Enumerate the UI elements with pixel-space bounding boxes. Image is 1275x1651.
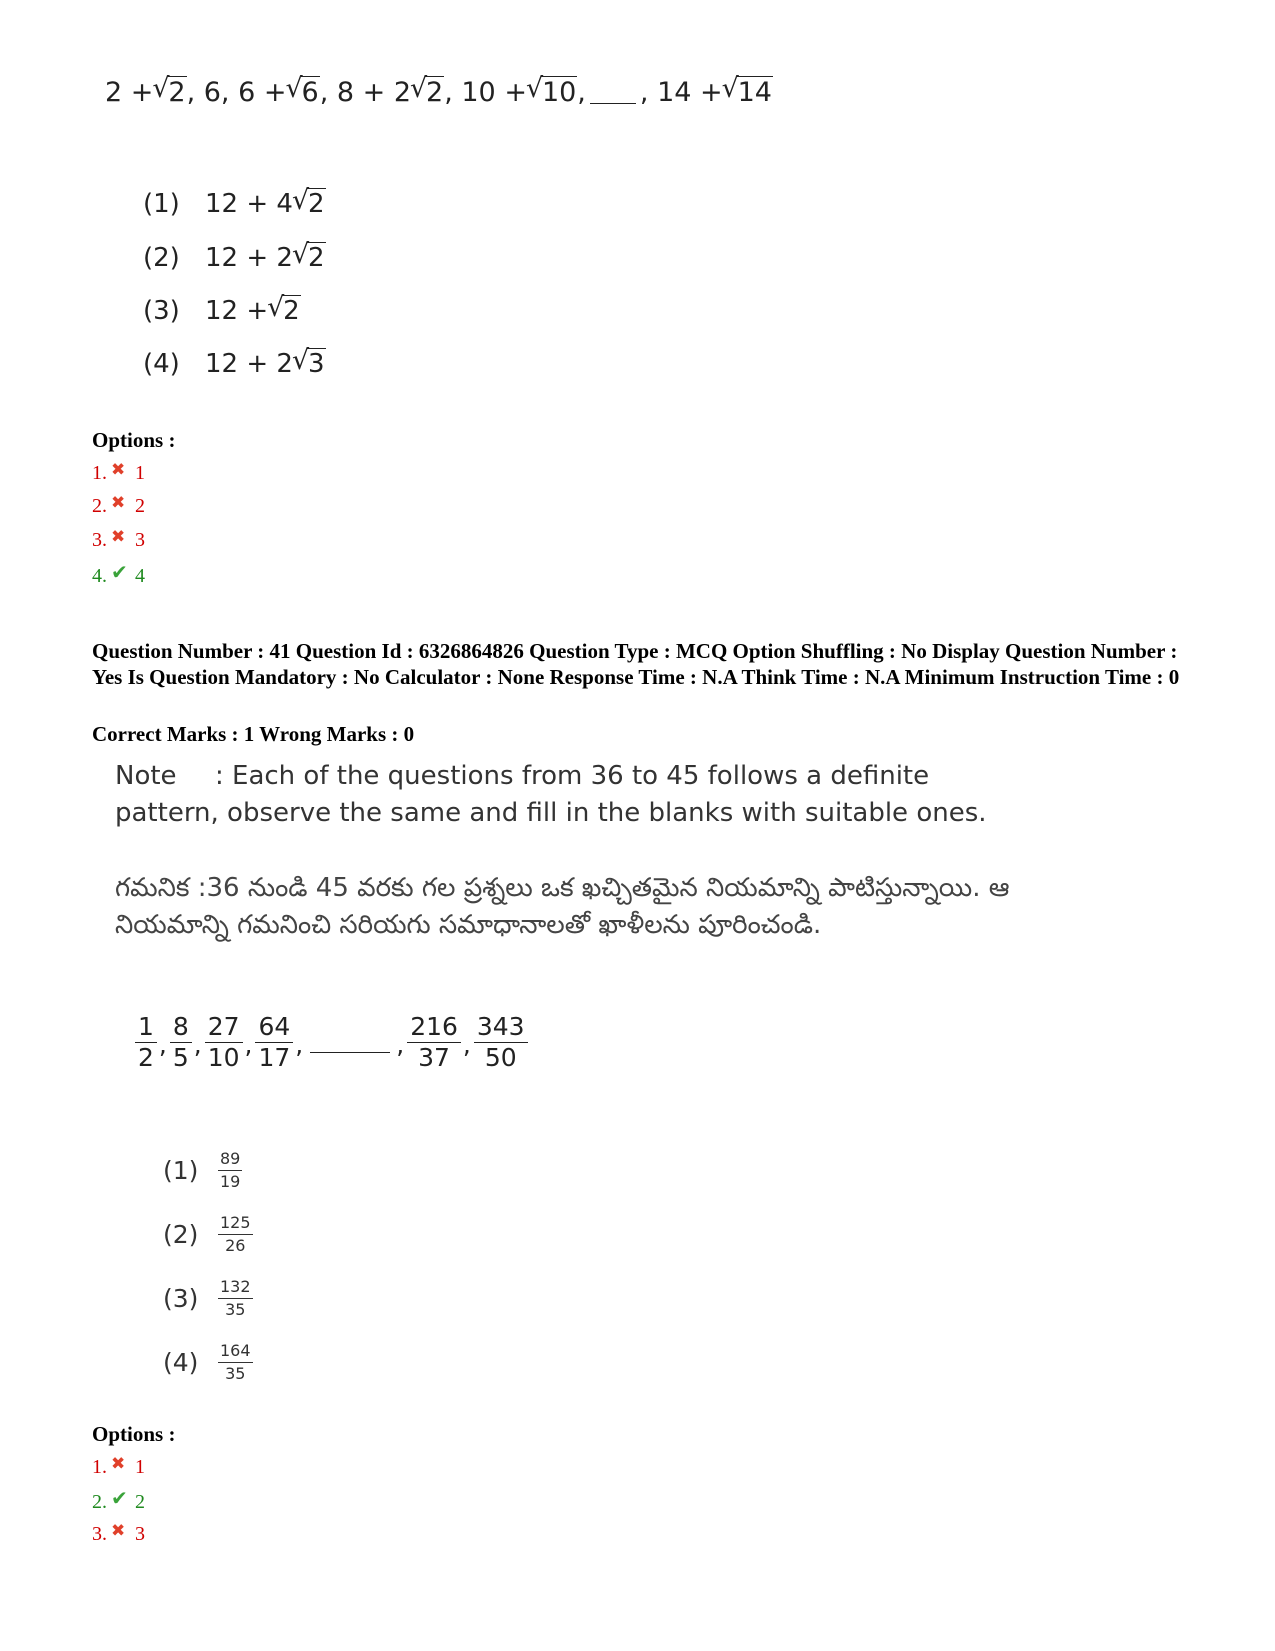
q40-choice bbox=[143, 188, 326, 219]
term: 6 + bbox=[238, 77, 287, 108]
q40-choice bbox=[143, 242, 326, 273]
option-item[interactable] bbox=[92, 529, 145, 552]
fraction: 27 10 bbox=[205, 1012, 243, 1073]
q41-choice: (1) 89 19 bbox=[163, 1149, 241, 1191]
fraction: 8 5 bbox=[170, 1012, 192, 1073]
blank bbox=[310, 1052, 390, 1053]
option-value: 2 bbox=[135, 495, 145, 517]
option-value: 4 bbox=[135, 565, 145, 587]
option-item[interactable] bbox=[92, 1489, 145, 1514]
option-index: 1. bbox=[92, 462, 107, 484]
sqrt: √ 2 bbox=[282, 295, 301, 326]
choice-text: 12 + bbox=[205, 296, 269, 326]
term: 6, bbox=[203, 77, 230, 108]
telugu-note: గమనిక :36 నుండి 45 వరకు గల ప్రశ్నలు ఒక ఖచ్చితమైన నియమాన్ని పాటిస్తున్నాయి. ఆ నియమాన్ని గమనించి సరియగు సమాధానాలతో ఖాళీలను పూరించండి. bbox=[115, 873, 1010, 940]
q41-choice: (3) 132 35 bbox=[163, 1277, 251, 1319]
cross-mark-icon: ✖ bbox=[111, 493, 126, 512]
sqrt: √ 2 bbox=[307, 242, 326, 273]
term: 8 + 2 bbox=[336, 77, 412, 108]
choice-text: 12 + 2 bbox=[205, 243, 293, 273]
q41-choice: (4) 164 35 bbox=[163, 1341, 251, 1383]
sqrt: √ 10 bbox=[541, 76, 577, 108]
option-index: 3. bbox=[92, 529, 107, 551]
option-index: 4. bbox=[92, 565, 107, 587]
choice-number: (1) bbox=[143, 189, 180, 219]
blank bbox=[590, 103, 636, 104]
term: 2 + bbox=[105, 77, 154, 108]
term: 14 + bbox=[657, 77, 723, 108]
option-index: 2. bbox=[92, 1491, 107, 1513]
question-marks: Correct Marks : 1 Wrong Marks : 0 bbox=[92, 722, 415, 746]
q40-choice bbox=[143, 295, 301, 326]
option-item[interactable] bbox=[92, 495, 145, 518]
q40-choice bbox=[143, 348, 326, 379]
option-item[interactable] bbox=[92, 1456, 145, 1479]
fraction: 1 2 bbox=[135, 1012, 157, 1073]
note-block bbox=[115, 758, 1015, 832]
option-item[interactable] bbox=[92, 462, 145, 485]
term: 10 + bbox=[461, 77, 527, 108]
choice-number: (3) bbox=[143, 296, 180, 326]
options-heading: Options : bbox=[92, 428, 176, 452]
q41-choice: (2) 125 26 bbox=[163, 1213, 251, 1255]
cross-mark-icon: ✖ bbox=[111, 1454, 126, 1473]
option-index: 2. bbox=[92, 495, 107, 517]
fraction: 64 17 bbox=[255, 1012, 293, 1073]
check-mark-icon: ✔ bbox=[111, 562, 128, 584]
choice-text: 12 + 2 bbox=[205, 349, 293, 379]
choice-number: (4) bbox=[143, 349, 180, 379]
fraction-sequence: 1 2 , 8 5 , 27 10 , 64 17 , , 216 37 , 343 50 bbox=[133, 1012, 530, 1073]
choice-text: 12 + 4 bbox=[205, 189, 293, 219]
cross-mark-icon: ✖ bbox=[111, 1521, 126, 1540]
fraction: 216 37 bbox=[407, 1012, 461, 1073]
note-label: Note bbox=[115, 761, 177, 791]
option-item[interactable] bbox=[92, 563, 145, 588]
sqrt: √ 2 bbox=[425, 76, 444, 108]
option-value: 3 bbox=[135, 529, 145, 551]
q40-series: 2 +√ 2, 6, 6 +√ 6, 8 + 2√ 2, 10 +√ 10, , 14 +√ 14 bbox=[105, 76, 773, 108]
sqrt: √ 3 bbox=[307, 348, 326, 379]
option-value: 3 bbox=[135, 1523, 145, 1545]
option-index: 3. bbox=[92, 1523, 107, 1545]
option-index: 1. bbox=[92, 1456, 107, 1478]
option-item[interactable] bbox=[92, 1523, 145, 1546]
option-value: 1 bbox=[135, 462, 145, 484]
cross-mark-icon: ✖ bbox=[111, 527, 126, 546]
option-value: 1 bbox=[135, 1456, 145, 1478]
fraction: 343 50 bbox=[474, 1012, 528, 1073]
note-text: : Each of the questions from 36 to 45 follows a definite pattern, observe the same and fill in the blanks with suitable ones. bbox=[115, 761, 987, 828]
sqrt: √ 6 bbox=[301, 76, 320, 108]
sqrt: √ 14 bbox=[737, 76, 773, 108]
cross-mark-icon: ✖ bbox=[111, 460, 126, 479]
choice-number: (2) bbox=[143, 243, 180, 273]
sqrt: √ 2 bbox=[307, 188, 326, 219]
options-heading: Options : bbox=[92, 1422, 176, 1446]
sqrt: √ 2 bbox=[167, 76, 186, 108]
option-value: 2 bbox=[135, 1491, 145, 1513]
check-mark-icon: ✔ bbox=[111, 1488, 128, 1510]
question-meta: Question Number : 41 Question Id : 6326864826 Question Type : MCQ Option Shuffling : No Display Question Number : Yes Is Question Mandatory : No Calculator : None Response Time : N.A Think Time : N.A Minimum Instruction Time : 0 bbox=[92, 639, 1180, 689]
